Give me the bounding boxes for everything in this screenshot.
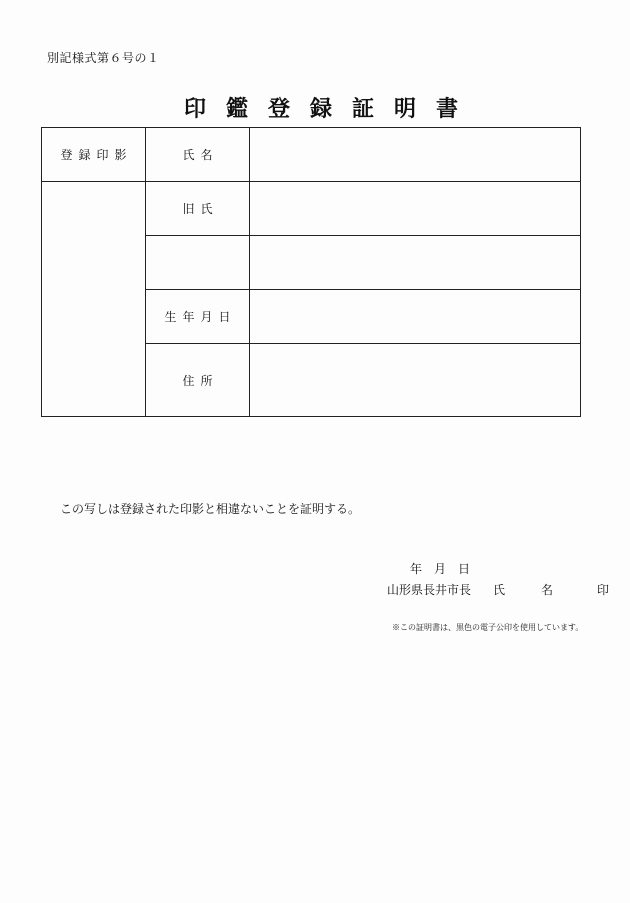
blank-label <box>146 236 250 290</box>
signer-title: 山形県長井市長 <box>387 583 472 597</box>
signer-name: 氏 名 <box>493 583 554 597</box>
former-name-value <box>250 182 581 236</box>
electronic-seal-note: ※この証明書は、黒色の電子公印を使用しています。 <box>392 623 584 632</box>
birthdate-label: 生年月日 <box>146 290 250 344</box>
address-label: 住所 <box>146 344 250 417</box>
name-label: 氏名 <box>146 128 250 182</box>
form-number: 別記様式第６号の１ <box>47 51 160 65</box>
seal-mark: 印 <box>597 583 610 597</box>
certification-statement: この写しは登録された印影と相違ないことを証明する。 <box>60 502 361 516</box>
address-value <box>250 344 581 417</box>
blank-value <box>250 236 581 290</box>
name-value <box>250 128 581 182</box>
birthdate-value <box>250 290 581 344</box>
former-name-label: 旧氏 <box>146 182 250 236</box>
signer-line <box>387 581 609 598</box>
registered-seal-area <box>42 182 146 417</box>
certificate-table <box>41 127 581 417</box>
registered-seal-header: 登録印影 <box>42 128 146 182</box>
date-line: 年 月 日 <box>410 562 471 576</box>
document-title: 印鑑登録証明書 <box>183 96 478 122</box>
